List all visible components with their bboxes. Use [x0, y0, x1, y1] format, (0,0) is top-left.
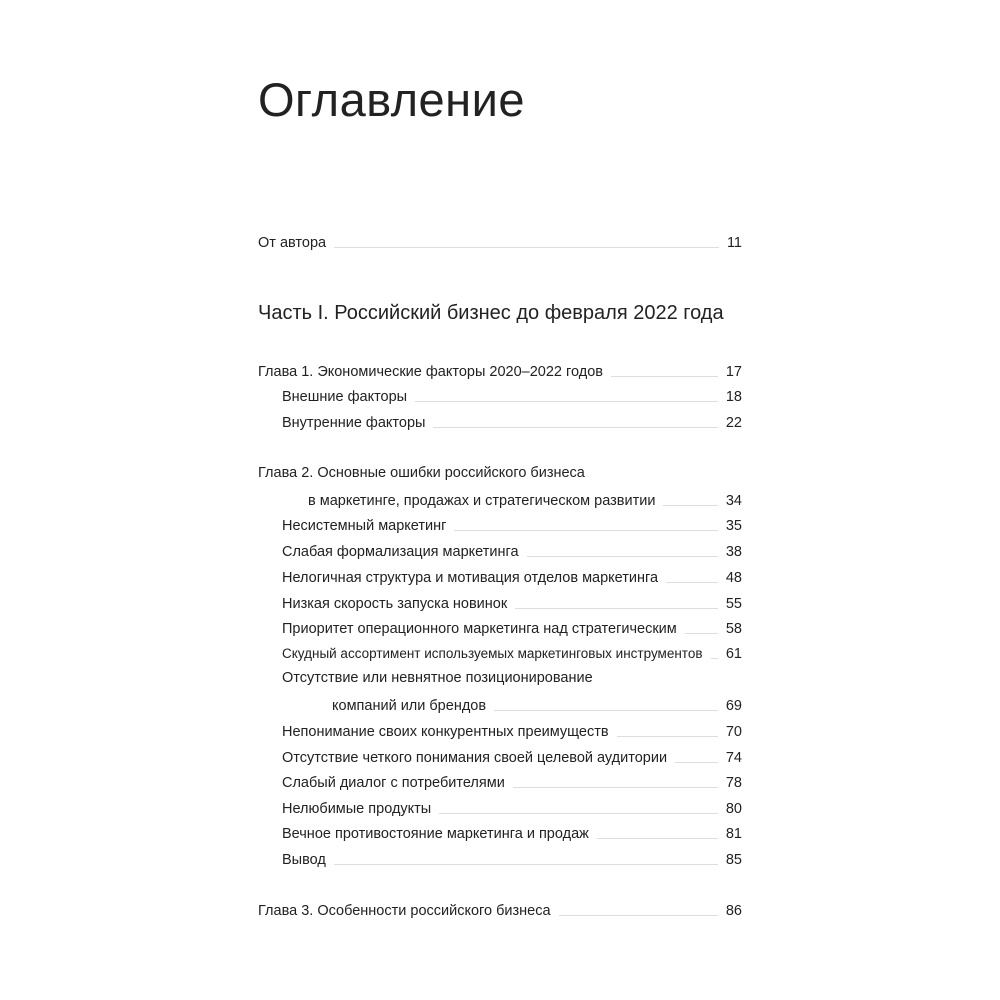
toc-page-number: 38 — [725, 544, 742, 560]
toc-entry-section[interactable] — [282, 541, 742, 561]
toc-entry-section[interactable] — [282, 721, 742, 741]
toc-entry-label: Вывод — [282, 852, 326, 868]
toc-page-number: 17 — [725, 364, 742, 380]
toc-page-number: 22 — [725, 415, 742, 431]
toc-page-number: 61 — [725, 646, 742, 662]
toc-page-number: 34 — [725, 493, 742, 509]
toc-entry-section[interactable] — [282, 849, 742, 869]
dot-leader — [334, 864, 718, 865]
dot-leader — [513, 787, 718, 788]
toc-entry-label: Отсутствие четкого понимания своей целевой аудитории — [282, 750, 668, 766]
dot-leader — [454, 530, 717, 531]
page-title: Оглавление — [258, 73, 526, 126]
dot-leader — [559, 915, 718, 916]
toc-page-number: 85 — [725, 852, 742, 868]
toc-entry-label: Вечное противостояние маркетинга и продаж — [282, 826, 589, 842]
toc-entry-chapter-2-line1[interactable]: Глава 2. Основные ошибки российского бизнеса — [258, 465, 585, 481]
part-heading: Часть I. Российский бизнес до февраля 2022 года — [258, 302, 724, 324]
toc-entry-label: Несистемный маркетинг — [282, 518, 447, 534]
toc-entry-label: Нелюбимые продукты — [282, 801, 432, 817]
dot-leader — [611, 376, 718, 377]
toc-page-number: 35 — [725, 518, 742, 534]
toc-entry-section[interactable] — [282, 618, 742, 638]
toc-entry-label: Внешние факторы — [282, 389, 408, 405]
toc-entry-label: Нелогичная структура и мотивация отделов маркетинга — [282, 570, 659, 586]
toc-entry-section[interactable] — [282, 823, 742, 843]
toc-entry-label: Слабая формализация маркетинга — [282, 544, 519, 560]
toc-entry-section[interactable] — [282, 772, 742, 792]
toc-entry-chapter-3[interactable] — [258, 900, 742, 920]
dot-leader — [334, 247, 719, 248]
toc-page-number: 74 — [725, 750, 742, 766]
toc-entry-section[interactable] — [282, 798, 742, 818]
dot-leader — [597, 838, 718, 839]
toc-entry-section[interactable] — [282, 593, 742, 613]
toc-page-number: 55 — [725, 596, 742, 612]
toc-entry-section[interactable] — [282, 386, 742, 406]
toc-entry-section-line1[interactable]: Отсутствие или невнятное позиционирование — [282, 670, 593, 686]
toc-entry-chapter-1[interactable] — [258, 361, 742, 381]
dot-leader — [711, 658, 718, 659]
toc-entry-label: в маркетинге, продажах и стратегическом развитии — [308, 493, 656, 509]
toc-page-number: 11 — [726, 235, 742, 251]
toc-page-number: 78 — [725, 775, 742, 791]
dot-leader — [617, 736, 718, 737]
toc-page-number: 48 — [725, 570, 742, 586]
toc-entry-section[interactable] — [282, 567, 742, 587]
dot-leader — [666, 582, 718, 583]
toc-page-number: 80 — [725, 801, 742, 817]
toc-entry-label: Внутренние факторы — [282, 415, 426, 431]
toc-page — [258, 0, 742, 1000]
dot-leader — [439, 813, 718, 814]
toc-page-number: 18 — [725, 389, 742, 405]
toc-entry-label: Непонимание своих конкурентных преимуществ — [282, 724, 609, 740]
toc-entry-section[interactable] — [282, 695, 742, 715]
toc-entry-label: Низкая скорость запуска новинок — [282, 596, 508, 612]
dot-leader — [515, 608, 718, 609]
dot-leader — [415, 401, 718, 402]
toc-entry-label: От автора — [258, 235, 327, 251]
toc-entry-chapter-2[interactable] — [258, 490, 742, 510]
toc-entry-label: Глава 3. Особенности российского бизнеса — [258, 903, 551, 919]
toc-page-number: 69 — [725, 698, 742, 714]
dot-leader — [663, 505, 717, 506]
toc-entry-label: компаний или брендов — [332, 698, 487, 714]
toc-entry-section[interactable] — [282, 515, 742, 535]
toc-entry-section[interactable] — [282, 747, 742, 767]
dot-leader — [527, 556, 718, 557]
toc-entry-label: Скудный ассортимент используемых маркетинговых инструментов — [282, 646, 703, 661]
toc-entry-section[interactable] — [282, 643, 742, 663]
toc-page-number: 81 — [725, 826, 742, 842]
dot-leader — [494, 710, 718, 711]
toc-page-number: 70 — [725, 724, 742, 740]
dot-leader — [675, 762, 718, 763]
toc-entry-section[interactable] — [282, 412, 742, 432]
toc-entry-label: Глава 1. Экономические факторы 2020–2022 годов — [258, 364, 603, 380]
dot-leader — [433, 427, 717, 428]
toc-entry-from-author[interactable] — [258, 232, 742, 252]
toc-page-number: 58 — [725, 621, 742, 637]
toc-entry-label: Приоритет операционного маркетинга над стратегическим — [282, 621, 677, 637]
toc-page-number: 86 — [725, 903, 742, 919]
toc-entry-label: Слабый диалог с потребителями — [282, 775, 505, 791]
dot-leader — [685, 633, 718, 634]
